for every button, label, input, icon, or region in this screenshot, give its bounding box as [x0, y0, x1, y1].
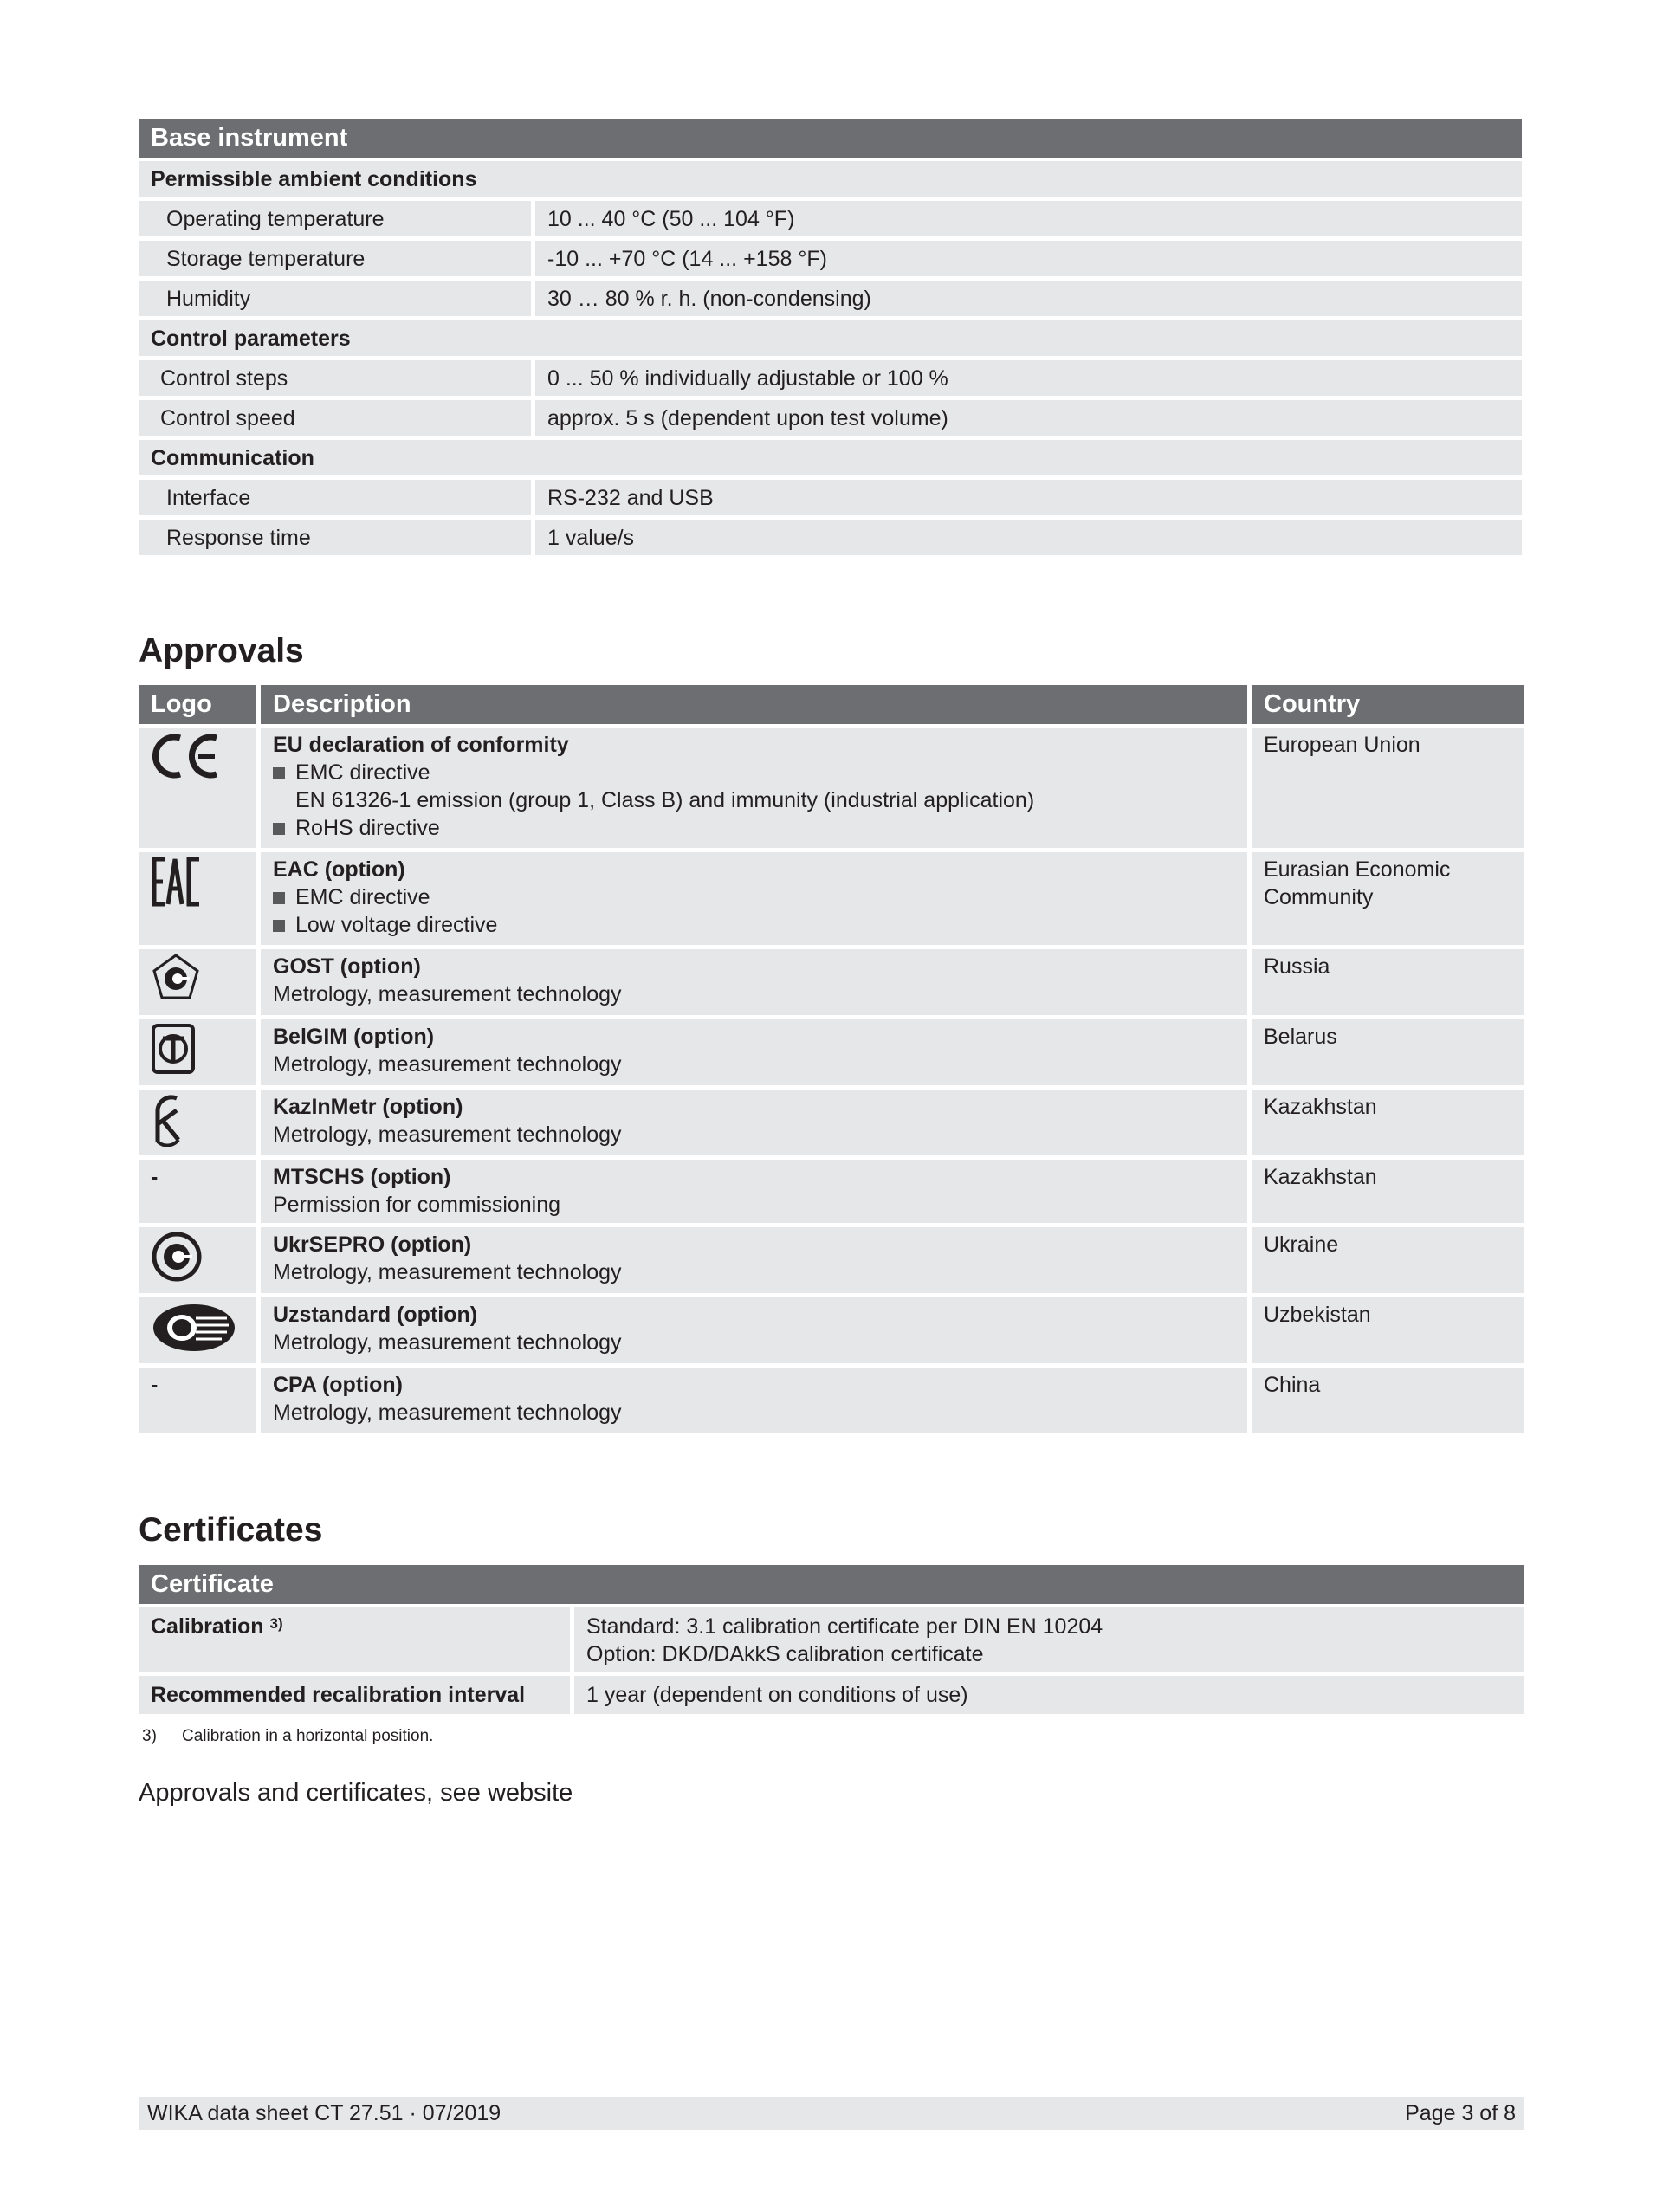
table-row: [139, 949, 1524, 1015]
row-value: 30 … 80 % r. h. (non-condensing): [535, 281, 1522, 316]
section-row: [139, 440, 1522, 475]
approval-title: MTSCHS (option): [273, 1165, 451, 1189]
row-value: 1 value/s: [535, 520, 1522, 555]
table-row: [139, 400, 1522, 436]
approval-title: GOST (option): [273, 954, 421, 979]
table-row: [139, 1090, 1524, 1155]
description-cell: [261, 852, 1247, 945]
section-title: Permissible ambient conditions: [139, 161, 1522, 197]
list-item: [273, 911, 1235, 939]
approval-text: Metrology, measurement technology: [273, 1330, 622, 1355]
approval-text: Metrology, measurement technology: [273, 1122, 622, 1147]
country-cell: European Union: [1252, 728, 1524, 848]
row-label: Control steps: [139, 360, 531, 396]
table-row: [139, 281, 1522, 316]
approval-title: EU declaration of conformity: [273, 733, 569, 757]
table-row: [139, 728, 1524, 848]
description-cell: [261, 949, 1247, 1015]
approval-title: BelGIM (option): [273, 1025, 435, 1049]
row-label: Response time: [139, 520, 531, 555]
bullet-icon: [273, 920, 285, 932]
footnote-text: Calibration in a horizontal position.: [182, 1727, 434, 1745]
belgim-mark-icon: [151, 1023, 243, 1077]
logo-cell: [139, 1090, 256, 1155]
table-row: [139, 1297, 1524, 1363]
country-cell: China: [1252, 1368, 1524, 1433]
logo-cell: [139, 1019, 256, 1085]
bullet-text: Low voltage directive: [295, 913, 498, 937]
country-cell: [1252, 852, 1524, 945]
footer-datasheet-id: WIKA data sheet CT 27.51 · 07/2019: [147, 2101, 501, 2125]
table-row: [139, 1019, 1524, 1085]
table-row: [139, 1607, 1524, 1672]
row-value: RS-232 and USB: [535, 480, 1522, 515]
country-cell: Kazakhstan: [1252, 1090, 1524, 1155]
row-label: Control speed: [139, 400, 531, 436]
section-row: [139, 320, 1522, 356]
ukrsepro-mark-icon: [151, 1231, 243, 1284]
eac-mark-icon: [151, 856, 243, 909]
row-value: 10 ... 40 °C (50 ... 104 °F): [535, 201, 1522, 236]
column-header-logo: Logo: [139, 685, 256, 724]
indent-text: EN 61326-1 emission (group 1, Class B) and immunity (industrial application): [295, 788, 1035, 812]
approval-text: Metrology, measurement technology: [273, 1400, 622, 1425]
approval-text: Metrology, measurement technology: [273, 982, 622, 1006]
description-cell: [261, 1090, 1247, 1155]
list-item: [273, 759, 1235, 786]
approval-title: CPA (option): [273, 1373, 403, 1397]
ce-mark-icon: [151, 731, 243, 785]
kazinmetr-mark-icon: [151, 1093, 243, 1147]
section-title: Communication: [139, 440, 1522, 475]
logo-cell: [139, 852, 256, 945]
gost-mark-icon: [151, 953, 243, 1006]
list-item: [273, 814, 1235, 842]
list-item: [273, 883, 1235, 911]
bullet-text: EMC directive: [295, 760, 430, 785]
certificates-heading: Certificates: [139, 1511, 323, 1549]
page-footer: [139, 2097, 1524, 2130]
column-header-description: Description: [261, 685, 1247, 724]
description-cell: [261, 728, 1247, 848]
bullet-icon: [273, 892, 285, 904]
table-row: [139, 1227, 1524, 1293]
row-value: -10 ... +70 °C (14 ... +158 °F): [535, 241, 1522, 276]
section-row: [139, 161, 1522, 197]
value-line: 1 year (dependent on conditions of use): [586, 1683, 968, 1707]
approval-title: UkrSEPRO (option): [273, 1232, 472, 1257]
approval-title: Uzstandard (option): [273, 1303, 478, 1327]
country-line: Eurasian Economic: [1264, 857, 1451, 882]
logo-cell: [139, 1227, 256, 1293]
country-cell: Belarus: [1252, 1019, 1524, 1085]
description-cell: [261, 1297, 1247, 1363]
table-header: Base instrument: [139, 119, 1522, 158]
approvals-heading: Approvals: [139, 632, 304, 669]
certificate-value: [574, 1607, 1524, 1672]
table-row: [139, 1676, 1524, 1714]
logo-cell: [139, 728, 256, 848]
country-line: Community: [1264, 885, 1374, 909]
table-row: [139, 1368, 1524, 1433]
certificate-label: Recommended recalibration interval: [139, 1676, 570, 1714]
uzstandard-mark-icon: [151, 1301, 243, 1355]
value-line: Standard: 3.1 calibration certificate per DIN EN 10204: [586, 1614, 1103, 1639]
certificate-label: [139, 1607, 570, 1672]
row-value: approx. 5 s (dependent upon test volume): [535, 400, 1522, 436]
approval-text: Metrology, measurement technology: [273, 1052, 622, 1077]
row-label: Storage temperature: [139, 241, 531, 276]
approval-text: Metrology, measurement technology: [273, 1260, 622, 1284]
country-cell: Ukraine: [1252, 1227, 1524, 1293]
country-cell: Kazakhstan: [1252, 1160, 1524, 1223]
logo-cell: [139, 949, 256, 1015]
footnote-ref: 3): [269, 1615, 283, 1632]
approval-title: EAC (option): [273, 857, 405, 882]
table-row: [139, 520, 1522, 555]
table-row: [139, 852, 1524, 945]
table-row: [139, 1160, 1524, 1223]
approval-title: KazInMetr (option): [273, 1095, 463, 1119]
country-cell: Russia: [1252, 949, 1524, 1015]
table-row: [139, 241, 1522, 276]
row-label: Operating temperature: [139, 201, 531, 236]
table-row: [139, 480, 1522, 515]
footnote-mark: 3): [142, 1727, 157, 1745]
certificate-value: [574, 1676, 1524, 1714]
bullet-text: RoHS directive: [295, 816, 440, 840]
see-website-note: Approvals and certificates, see website: [139, 1779, 573, 1807]
bullet-text: EMC directive: [295, 885, 430, 909]
footer-page-number: Page 3 of 8: [1405, 2101, 1516, 2125]
value-line: Option: DKD/DAkkS calibration certificate: [586, 1642, 984, 1666]
description-cell: [261, 1227, 1247, 1293]
description-cell: [261, 1368, 1247, 1433]
column-header-country: Country: [1252, 685, 1524, 724]
table-header: Certificate: [139, 1565, 1524, 1604]
label-text: Calibration: [151, 1614, 264, 1639]
logo-cell: -: [139, 1160, 256, 1223]
table-row: [139, 201, 1522, 236]
section-title: Control parameters: [139, 320, 1522, 356]
bullet-icon: [273, 767, 285, 779]
logo-cell: [139, 1297, 256, 1363]
country-cell: Uzbekistan: [1252, 1297, 1524, 1363]
table-row: [139, 360, 1522, 396]
row-label: Interface: [139, 480, 531, 515]
description-cell: [261, 1160, 1247, 1223]
table-header-row: [139, 685, 1524, 724]
row-value: 0 ... 50 % individually adjustable or 100 %: [535, 360, 1522, 396]
row-label: Humidity: [139, 281, 531, 316]
approval-text: Permission for commissioning: [273, 1193, 561, 1217]
bullet-icon: [273, 823, 285, 835]
logo-cell: -: [139, 1368, 256, 1433]
description-cell: [261, 1019, 1247, 1085]
